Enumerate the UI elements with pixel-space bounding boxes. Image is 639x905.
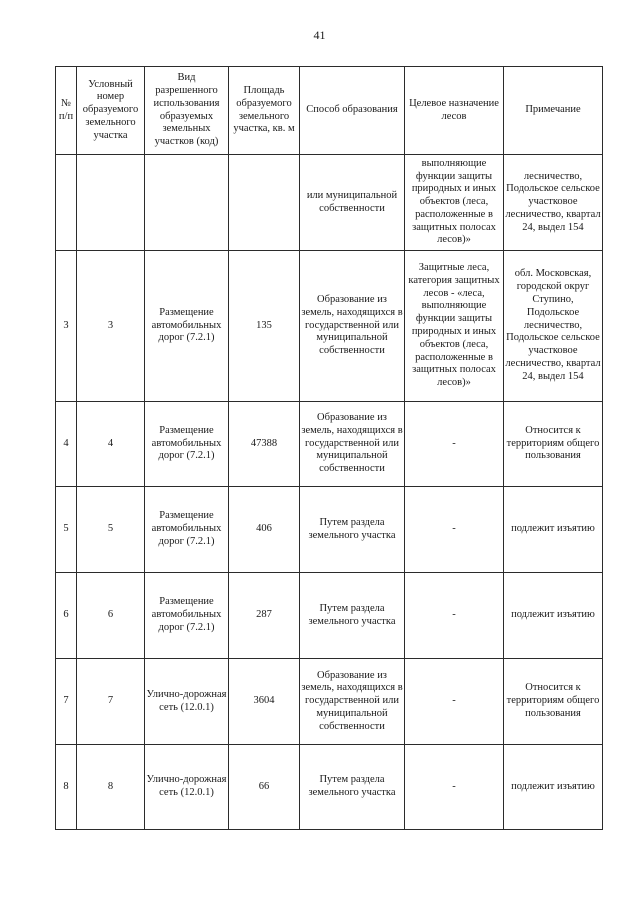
header-row (56, 67, 603, 155)
cell-purpose: - (405, 745, 504, 830)
header-no: № п/п (56, 67, 77, 155)
header-area: Площадь образуемого земельного участка, кв. м (229, 67, 300, 155)
cell-method: Образование из земель, находящихся в государственной или муниципальной собственности (300, 659, 405, 745)
table-row (56, 745, 603, 830)
header-purpose: Целевое назначение лесов (405, 67, 504, 155)
cell-no: 8 (56, 745, 77, 830)
cell-purpose: Защитные леса, категория защитных лесов - «леса, выполняющие функции защиты природных и иных объектов (леса, расположенные в защитных полосах лесов)» (405, 251, 504, 402)
cell-method: или муниципальной собственности (300, 155, 405, 251)
cell-method: Путем раздела земельного участка (300, 573, 405, 659)
cell-cond-number: 8 (77, 745, 145, 830)
cell-area: 47388 (229, 402, 300, 487)
page-number: 41 (313, 28, 326, 42)
cell-note: подлежит изъятию (504, 745, 603, 830)
cell-use-type: Улично-дорожная сеть (12.0.1) (145, 745, 229, 830)
cell-no (56, 155, 77, 251)
cell-purpose: выполняющие функции защиты природных и иных объектов (леса, расположенные в защитных полосах лесов)» (405, 155, 504, 251)
cell-note: Относится к территориям общего пользования (504, 402, 603, 487)
cell-no: 6 (56, 573, 77, 659)
cell-note: обл. Московская, городской округ Ступино, Подольское лесничество, Подольское сельское участковое лесничество, квартал 24, выдел 154 (504, 251, 603, 402)
header-method: Способ образования (300, 67, 405, 155)
cell-area: 135 (229, 251, 300, 402)
cell-note: подлежит изъятию (504, 573, 603, 659)
table-row (56, 659, 603, 745)
table-row (56, 251, 603, 402)
table-row (56, 402, 603, 487)
cell-purpose: - (405, 487, 504, 573)
cell-use-type: Размещение автомобильных дорог (7.2.1) (145, 487, 229, 573)
cell-purpose: - (405, 573, 504, 659)
cell-use-type: Размещение автомобильных дорог (7.2.1) (145, 402, 229, 487)
cell-area: 66 (229, 745, 300, 830)
cell-method: Путем раздела земельного участка (300, 745, 405, 830)
cell-note: Относится к территориям общего пользования (504, 659, 603, 745)
header-use-type: Вид разрешенного использования образуемых земельных участков (код) (145, 67, 229, 155)
cell-use-type: Размещение автомобильных дорог (7.2.1) (145, 251, 229, 402)
table-row (56, 573, 603, 659)
cell-use-type: Улично-дорожная сеть (12.0.1) (145, 659, 229, 745)
cell-cond-number: 7 (77, 659, 145, 745)
cell-cond-number: 4 (77, 402, 145, 487)
cell-note: лесничество, Подольское сельское участковое лесничество, квартал 24, выдел 154 (504, 155, 603, 251)
cell-purpose: - (405, 402, 504, 487)
cell-no: 3 (56, 251, 77, 402)
cell-use-type (145, 155, 229, 251)
continuation-row (56, 155, 603, 251)
cell-cond-number: 3 (77, 251, 145, 402)
cell-purpose: - (405, 659, 504, 745)
cell-no: 5 (56, 487, 77, 573)
cell-area (229, 155, 300, 251)
cell-area: 406 (229, 487, 300, 573)
cell-method: Образование из земель, находящихся в государственной или муниципальной собственности (300, 402, 405, 487)
cell-area: 3604 (229, 659, 300, 745)
cell-note: подлежит изъятию (504, 487, 603, 573)
land-plots-table (55, 66, 603, 830)
header-cond-number: Условный номер образуемого земельного участка (77, 67, 145, 155)
cell-method: Образование из земель, находящихся в государственной или муниципальной собственности (300, 251, 405, 402)
cell-use-type: Размещение автомобильных дорог (7.2.1) (145, 573, 229, 659)
cell-area: 287 (229, 573, 300, 659)
cell-method: Путем раздела земельного участка (300, 487, 405, 573)
cell-cond-number: 5 (77, 487, 145, 573)
cell-no: 7 (56, 659, 77, 745)
table-row (56, 487, 603, 573)
cell-cond-number (77, 155, 145, 251)
cell-cond-number: 6 (77, 573, 145, 659)
cell-no: 4 (56, 402, 77, 487)
header-note: Примечание (504, 67, 603, 155)
